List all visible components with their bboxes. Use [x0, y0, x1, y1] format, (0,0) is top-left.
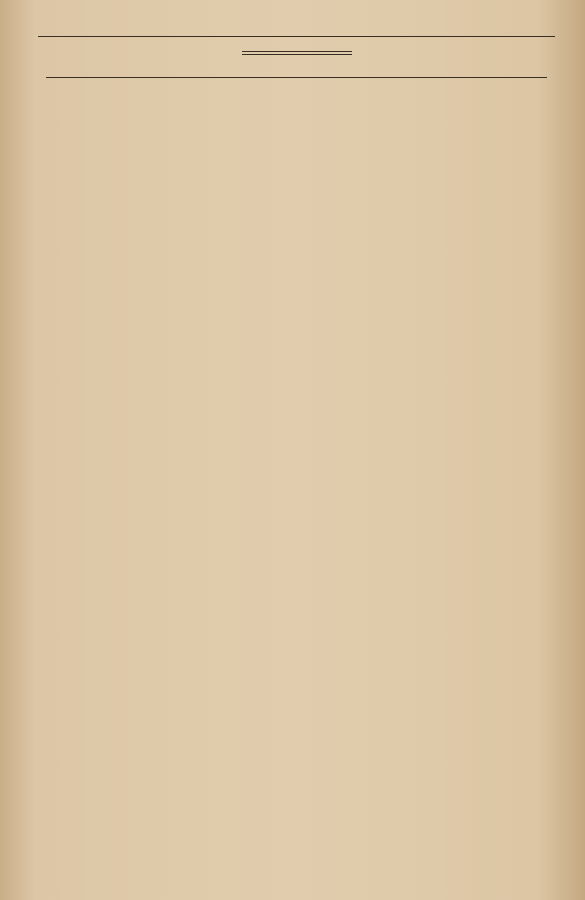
divider-rule [242, 51, 352, 55]
page-header [38, 10, 555, 37]
footer-divider [46, 77, 547, 78]
